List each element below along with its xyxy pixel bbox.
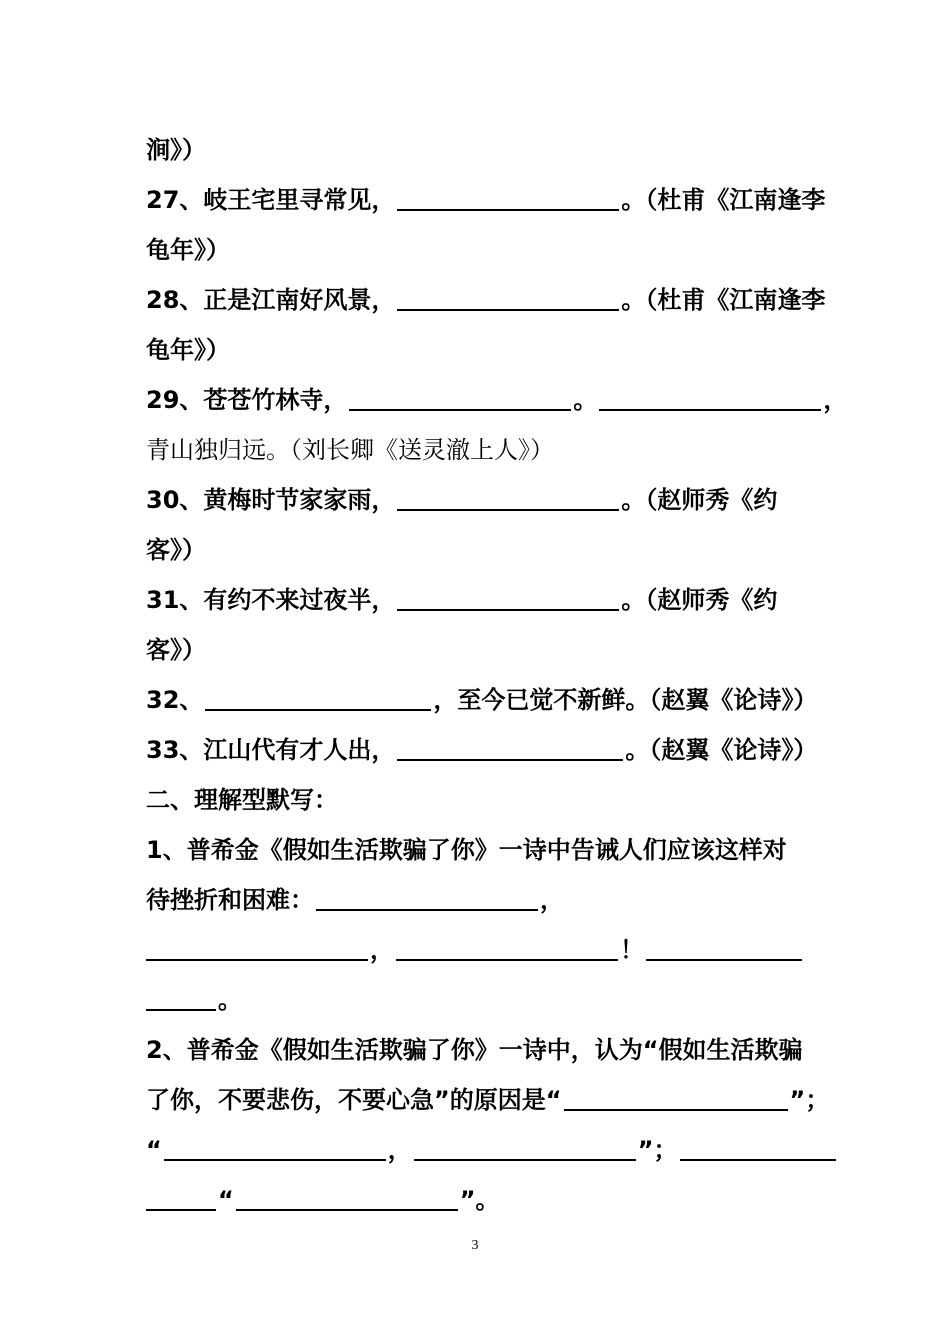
answer-blank[interactable] (164, 1159, 386, 1161)
answer-blank[interactable] (397, 759, 623, 761)
text-line: “ ， ”； (146, 1135, 838, 1165)
text-line: 客》） (146, 636, 206, 664)
answer-blank[interactable] (146, 959, 368, 961)
question-1: 1、普希金《假如生活欺骗了你》一诗中告诫人们应该这样对 (146, 836, 787, 864)
text-line: 待挫折和困难： ， (146, 886, 564, 914)
answer-blank[interactable] (564, 1109, 788, 1111)
answer-blank[interactable] (397, 309, 619, 311)
section-heading: 二、理解型默写： (146, 786, 338, 814)
text-line: 龟年》） (146, 336, 230, 364)
answer-blank[interactable] (205, 709, 431, 711)
question-28: 28、正是江南好风景， 。（杜甫《江南逢李 (146, 286, 826, 314)
question-32: 32、 ，至今已觉不新鲜。（赵翼《论诗》） (146, 686, 818, 714)
text-line: 客》） (146, 536, 206, 564)
text-line: 。 (146, 985, 242, 1015)
answer-blank[interactable] (646, 959, 802, 961)
answer-blank[interactable] (397, 509, 619, 511)
text-line: “ ”。 (146, 1185, 500, 1215)
question-2: 2、普希金《假如生活欺骗了你》一诗中，认为“假如生活欺骗 (146, 1036, 803, 1064)
answer-blank[interactable] (349, 409, 571, 411)
question-29: 29、苍苍竹林寺， 。 ， (146, 386, 848, 414)
answer-blank[interactable] (397, 209, 619, 211)
text-line: 青山独归远。（刘长卿《送灵澈上人》） (146, 436, 554, 464)
answer-blank[interactable] (599, 409, 821, 411)
text-line: 了你，不要悲伤，不要心急”的原因是“ ”； (146, 1086, 830, 1114)
question-27: 27、岐王宅里寻常见， 。（杜甫《江南逢李 (146, 186, 826, 214)
answer-blank[interactable] (146, 1209, 216, 1211)
question-33: 33、江山代有才人出， 。（赵翼《论诗》） (146, 736, 818, 764)
text-line: ， ！ (146, 935, 804, 965)
text-line: 涧》） (146, 136, 206, 164)
answer-blank[interactable] (236, 1209, 458, 1211)
page-number: 3 (471, 1238, 479, 1253)
answer-blank[interactable] (414, 1159, 636, 1161)
answer-blank[interactable] (316, 909, 538, 911)
question-31: 31、有约不来过夜半， 。（赵师秀《约 (146, 586, 778, 614)
answer-blank[interactable] (680, 1159, 836, 1161)
answer-blank[interactable] (397, 609, 619, 611)
question-30: 30、黄梅时节家家雨， 。（赵师秀《约 (146, 486, 778, 514)
text-line: 龟年》） (146, 236, 230, 264)
answer-blank[interactable] (146, 1009, 216, 1011)
answer-blank[interactable] (396, 959, 618, 961)
